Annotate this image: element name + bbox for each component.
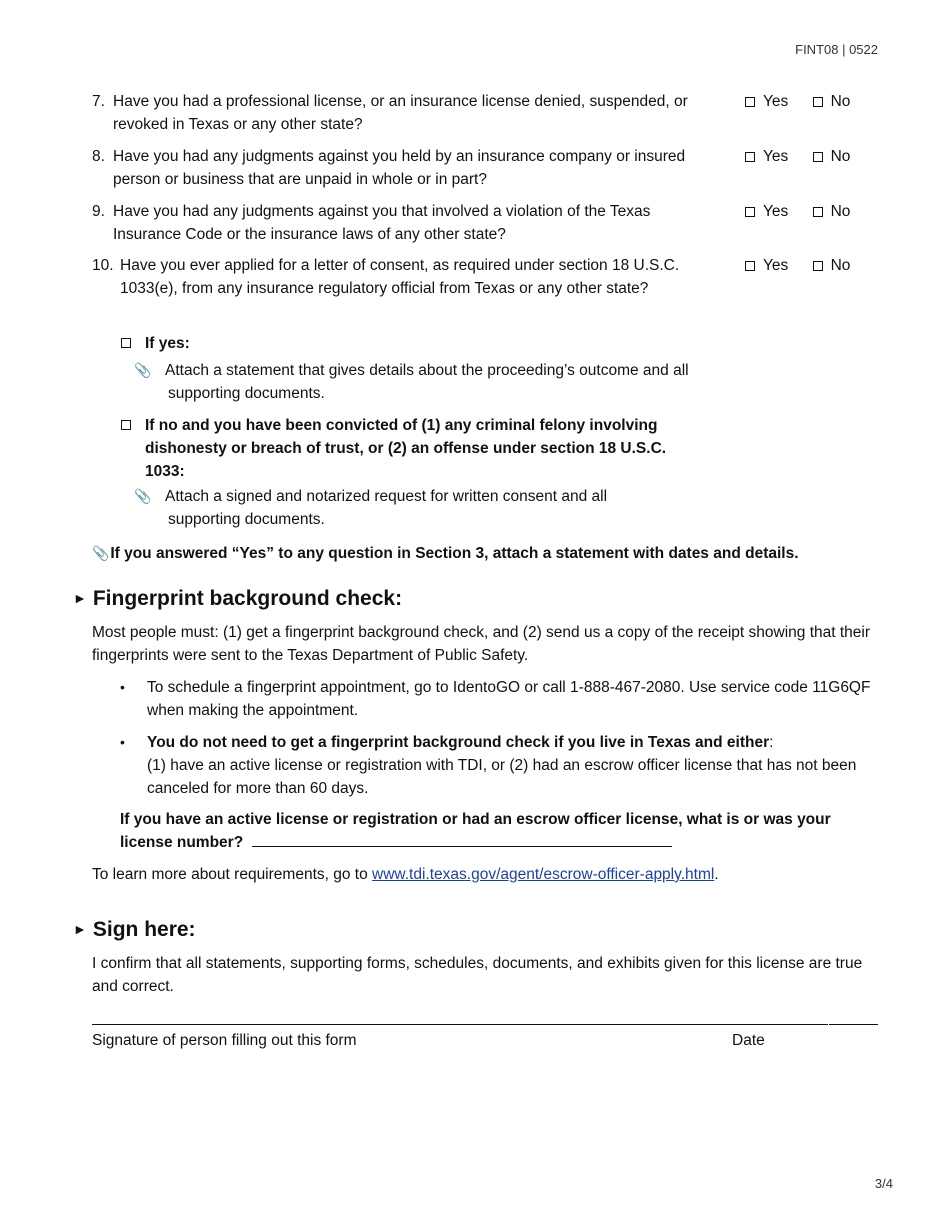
checkbox-icon[interactable] bbox=[745, 97, 755, 107]
question-text: Have you had any judgments against you that involved a violation of the Texas Insurance Code or the insurance laws of any other state? bbox=[113, 203, 651, 243]
checkbox-icon[interactable] bbox=[813, 152, 823, 162]
question-text: Have you had any judgments against you held by an insurance company or insured person or business that are unpaid in whole or in part? bbox=[113, 148, 686, 188]
question-number: 8. bbox=[92, 148, 105, 165]
if-no-heading: If no and you have been convicted of (1) any criminal felony involving dishonesty or breach of trust, or (2) an offense under section 18 U.S.C. 1033: bbox=[145, 417, 667, 480]
sign-statement: I confirm that all statements, supporting forms, schedules, documents, and exhibits given for this license are true and correct. bbox=[92, 955, 863, 995]
no-label: No bbox=[830, 148, 851, 165]
sign-title: Sign here: bbox=[92, 918, 196, 941]
no-checkbox[interactable] bbox=[813, 254, 851, 277]
q10-if-yes bbox=[121, 332, 711, 355]
page-number: 3/4 bbox=[874, 1176, 893, 1191]
yes-checkbox[interactable] bbox=[745, 254, 788, 277]
question-10-answers bbox=[745, 254, 870, 278]
question-9 bbox=[92, 200, 712, 246]
triangle-right-icon: ► bbox=[73, 590, 87, 606]
fingerprint-bullet-2 bbox=[120, 731, 880, 800]
if-yes-attachment bbox=[134, 359, 696, 405]
learn-more bbox=[92, 863, 882, 886]
no-checkbox[interactable] bbox=[813, 90, 851, 113]
paperclip-icon: 📎 bbox=[134, 488, 152, 504]
if-yes-heading: If yes: bbox=[145, 335, 190, 352]
checkbox-icon[interactable] bbox=[745, 261, 755, 271]
checkbox-icon[interactable] bbox=[813, 97, 823, 107]
yes-label: Yes bbox=[763, 93, 789, 110]
no-checkbox[interactable] bbox=[813, 200, 851, 223]
bullet-colon: : bbox=[769, 734, 774, 751]
learn-more-suffix: . bbox=[714, 866, 719, 883]
paperclip-icon: 📎 bbox=[92, 545, 110, 561]
question-number: 7. bbox=[92, 93, 105, 110]
if-no-attach-text: Attach a signed and notarized request for written consent and all supporting documents. bbox=[165, 488, 608, 528]
question-9-answers bbox=[745, 200, 870, 224]
question-7-answers bbox=[745, 90, 870, 114]
license-question bbox=[120, 808, 880, 854]
question-8-answers bbox=[745, 145, 870, 169]
sign-section-title bbox=[73, 915, 196, 944]
fingerprint-bullet-1 bbox=[120, 676, 880, 722]
q10-if-no bbox=[121, 414, 681, 483]
if-no-checkbox[interactable] bbox=[121, 420, 131, 430]
bullet-icon: • bbox=[120, 679, 125, 695]
bullet-bold-text: You do not need to get a fingerprint background check if you live in Texas and either bbox=[147, 734, 770, 751]
if-yes-attach-text: Attach a statement that gives details about the proceeding’s outcome and all supporting documents. bbox=[165, 362, 689, 402]
yes-label: Yes bbox=[763, 203, 789, 220]
bullet-text: (1) have an active license or registration with TDI, or (2) had an escrow officer license that has not been canceled for more than 60 days. bbox=[147, 757, 857, 797]
fingerprint-section-title bbox=[73, 584, 402, 613]
checkbox-icon[interactable] bbox=[813, 207, 823, 217]
question-text: Have you ever applied for a letter of consent, as required under section 18 U.S.C. 1033(e), from any insurance regulatory official from Texas or any other state? bbox=[120, 257, 680, 297]
fingerprint-title: Fingerprint background check: bbox=[92, 587, 403, 610]
date-label: Date bbox=[732, 1032, 765, 1049]
escrow-officer-link[interactable]: www.tdi.texas.gov/agent/escrow-officer-apply.html bbox=[372, 866, 715, 883]
question-number: 10. bbox=[92, 257, 114, 274]
question-10 bbox=[92, 254, 712, 300]
checkbox-icon[interactable] bbox=[745, 152, 755, 162]
checkbox-icon[interactable] bbox=[813, 261, 823, 271]
signature-field[interactable] bbox=[92, 1024, 828, 1025]
section3-note-text: If you answered “Yes” to any question in Section 3, attach a statement with dates and details. bbox=[110, 545, 799, 562]
yes-checkbox[interactable] bbox=[745, 145, 788, 168]
license-question-text: If you have an active license or registration or had an escrow officer license, what is or was your license number? bbox=[120, 811, 831, 851]
question-text: Have you had a professional license, or an insurance license denied, suspended, or revoked in Texas or any other state? bbox=[113, 93, 688, 133]
checkbox-icon[interactable] bbox=[745, 207, 755, 217]
fingerprint-intro: Most people must: (1) get a fingerprint background check, and (2) send us a copy of the receipt showing that their fingerprints were sent to the Texas Department of Public Safety. bbox=[92, 624, 871, 664]
paperclip-icon: 📎 bbox=[134, 362, 152, 378]
yes-label: Yes bbox=[763, 148, 789, 165]
no-label: No bbox=[830, 203, 851, 220]
no-label: No bbox=[830, 257, 851, 274]
if-yes-checkbox[interactable] bbox=[121, 338, 131, 348]
form-id: FINT08 | 0522 bbox=[795, 42, 878, 57]
learn-more-prefix: To learn more about requirements, go to bbox=[92, 866, 373, 883]
yes-label: Yes bbox=[763, 257, 789, 274]
date-field[interactable] bbox=[829, 1024, 878, 1025]
if-no-attachment bbox=[134, 485, 671, 531]
bullet-icon: • bbox=[120, 734, 125, 750]
bullet-text: To schedule a fingerprint appointment, go to IdentoGO or call 1-888-467-2080. Use service code 11G6QF when making the appointment. bbox=[147, 679, 871, 719]
signature-label: Signature of person filling out this form bbox=[92, 1032, 357, 1049]
yes-checkbox[interactable] bbox=[745, 200, 788, 223]
no-label: No bbox=[830, 93, 851, 110]
question-8 bbox=[92, 145, 712, 191]
question-number: 9. bbox=[92, 203, 105, 220]
triangle-right-icon: ► bbox=[73, 921, 87, 937]
question-7 bbox=[92, 90, 712, 136]
section3-note bbox=[92, 542, 892, 565]
yes-checkbox[interactable] bbox=[745, 90, 788, 113]
no-checkbox[interactable] bbox=[813, 145, 851, 168]
license-number-field[interactable] bbox=[252, 832, 672, 847]
